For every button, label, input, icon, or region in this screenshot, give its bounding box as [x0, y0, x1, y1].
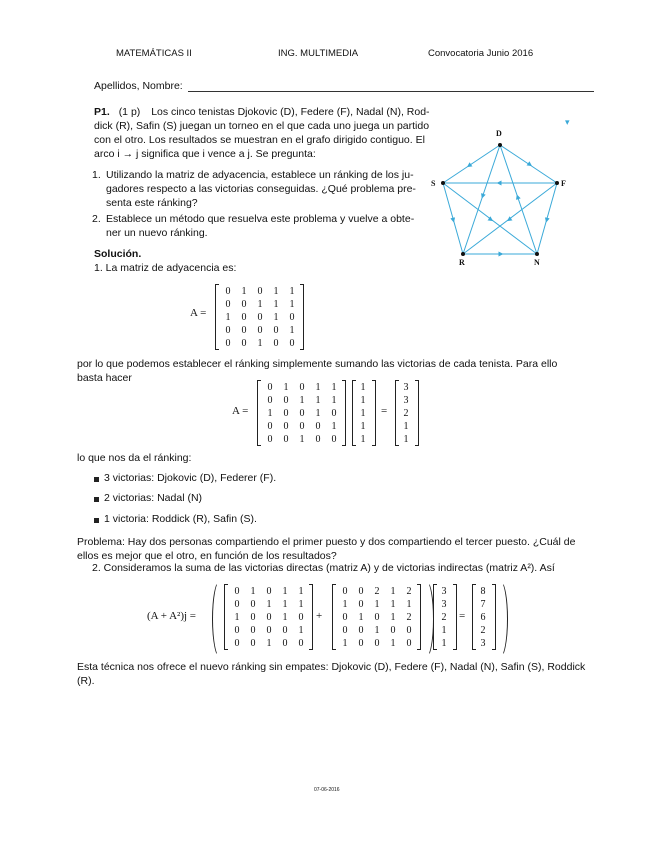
bullet-icon — [94, 497, 99, 502]
vector-j-cell: 1 — [441, 625, 447, 636]
matrix-a-sum-cell: 0 — [234, 638, 240, 649]
matrix-a-cell: 0 — [225, 286, 231, 297]
matrix-a-sum-cell: 0 — [266, 625, 272, 636]
problem-line-2: con el otro. Los resultados se muestran en el grafo dirigido contiguo. El — [94, 134, 425, 146]
matrix-a-squared — [337, 585, 417, 650]
matrix-a-sum-cell: 0 — [250, 625, 256, 636]
vector-j — [437, 585, 451, 650]
vector-result-1-cell: 2 — [403, 408, 409, 419]
matrix-a-cell: 1 — [289, 325, 295, 336]
vector-result-1-cell: 1 — [403, 434, 409, 445]
matrix-a-repeat-cell: 0 — [299, 408, 305, 419]
edge-s-n — [443, 183, 537, 254]
matrix-a-squared-cell: 1 — [374, 625, 380, 636]
problem-line-1: dick (R), Safin (S) juegan un torneo en el que cada uno juega un partido — [94, 120, 430, 132]
ranking-item-3: 1 victoria: Roddick (R), Safin (S). — [104, 513, 257, 525]
matrix-a-cell: 1 — [225, 312, 231, 323]
matrix-a-repeat-cell: 1 — [331, 382, 337, 393]
problem-line-3: arco i → j significa que i vence a j. Se pregunta: — [94, 148, 316, 160]
vector-ones-cell: 1 — [360, 382, 366, 393]
matrix-a-squared-cell: 0 — [342, 625, 348, 636]
conclusion-line-1: (R). — [77, 675, 95, 687]
matrix-a-squared-cell: 1 — [342, 638, 348, 649]
problem-number: P1. — [94, 106, 110, 118]
plus-sign: + — [316, 610, 323, 622]
a2-bracket-left — [332, 584, 336, 650]
matrix-a-sum-cell: 1 — [298, 625, 304, 636]
node-d-dot — [498, 143, 502, 147]
matrix-a-repeat-cell: 0 — [283, 395, 289, 406]
matrix-a-cell: 0 — [225, 299, 231, 310]
matrix-a-cell: 0 — [241, 325, 247, 336]
paragraph-1-line-0: por lo que podemos establecer el ránking simplemente sumando las victorias de cada tenista. Para ello — [77, 358, 558, 370]
matrix-a-sum-cell: 0 — [282, 638, 288, 649]
vector-result-1-cell: 3 — [403, 395, 409, 406]
matrix-a-cell: 1 — [257, 338, 263, 349]
name-label: Apellidos, Nombre: — [94, 80, 183, 92]
item-1-line-2: senta este ránking? — [106, 197, 198, 209]
vector-ones — [356, 381, 370, 446]
matrix-a-sum-cell: 1 — [282, 599, 288, 610]
edge-d-s-arrow — [469, 165, 470, 166]
vector-result-2-cell: 2 — [480, 625, 486, 636]
matrix-a-repeat-cell: 1 — [299, 434, 305, 445]
bullet-icon — [94, 518, 99, 523]
header-exam: Convocatoria Junio 2016 — [428, 48, 534, 59]
matrix-a-repeat-cell: 0 — [267, 434, 273, 445]
matrix-a-repeat-cell: 1 — [331, 421, 337, 432]
matrix-a2-bracket-right — [342, 380, 346, 446]
solution-step-2: 2. Consideramos la suma de las victorias directas (matriz A) y de victorias indirectas (matriz A²). Así — [92, 562, 555, 574]
matrix-a-sum-cell: 0 — [266, 612, 272, 623]
matrix-a-sum-cell: 1 — [266, 638, 272, 649]
problem-remark — [77, 535, 575, 563]
matrix-a-squared-cell: 0 — [406, 625, 412, 636]
matrix-a-repeat-cell: 1 — [267, 408, 273, 419]
paren-outer-right — [492, 580, 508, 658]
matrix-a-cell: 1 — [241, 286, 247, 297]
matrix-a-repeat-cell: 0 — [267, 421, 273, 432]
edge-d-f-arrow — [529, 164, 530, 165]
matrix-a-squared-cell: 1 — [390, 638, 396, 649]
matrix-a-squared-cell: 0 — [358, 599, 364, 610]
matrix-a-cell: 1 — [289, 299, 295, 310]
matrix-a-cell: 1 — [273, 312, 279, 323]
matrix-a-repeat-cell: 1 — [315, 395, 321, 406]
sum-a-bracket-left — [224, 584, 228, 650]
matrix-a-squared-cell: 1 — [358, 612, 364, 623]
matrix-a-bracket-left — [215, 284, 219, 350]
edge-s-r — [443, 183, 463, 254]
node-s-dot — [441, 181, 445, 185]
matrix-a-cell: 0 — [241, 299, 247, 310]
vector-j-cell: 3 — [441, 599, 447, 610]
tournament-graph — [425, 115, 585, 270]
matrix-a-repeat-cell: 0 — [283, 434, 289, 445]
vector-result1-bracket-right — [415, 380, 419, 446]
matrix-a-repeat-cell: 0 — [331, 434, 337, 445]
matrix-a-squared-cell: 0 — [358, 638, 364, 649]
matrix-a-sum-cell: 0 — [234, 586, 240, 597]
vector-ones-cell: 1 — [360, 408, 366, 419]
matrix-a-sum-cell: 0 — [234, 599, 240, 610]
sum-a-bracket-right — [309, 584, 313, 650]
matrix-a-sum-cell: 1 — [298, 586, 304, 597]
matrix-a-repeat-cell: 1 — [315, 382, 321, 393]
matrix-a-cell: 0 — [257, 312, 263, 323]
matrix-a-squared-cell: 0 — [358, 625, 364, 636]
matrix-a-squared-cell: 0 — [374, 638, 380, 649]
vector-ones-cell: 1 — [360, 421, 366, 432]
matrix-a-cell: 1 — [273, 286, 279, 297]
matrix-a-repeat-cell: 0 — [299, 421, 305, 432]
matrix-a-squared-cell: 2 — [406, 612, 412, 623]
matrix-a-squared-cell: 2 — [374, 586, 380, 597]
matrix-a-repeat-cell: 0 — [283, 408, 289, 419]
header-degree: ING. MULTIMEDIA — [278, 48, 359, 59]
matrix-a-repeat-cell: 0 — [331, 408, 337, 419]
header-subject: MATEMÁTICAS II — [116, 48, 192, 59]
matrix-a-repeat-cell: 1 — [315, 408, 321, 419]
ranking-item-2: 2 victorias: Nadal (N) — [104, 492, 203, 504]
bullet-icon — [94, 477, 99, 482]
matrix-a-repeat-cell: 0 — [267, 382, 273, 393]
matrix-a-repeat-cell: 0 — [315, 434, 321, 445]
edge-d-f — [500, 145, 557, 183]
matrix-a-sum-cell: 0 — [266, 586, 272, 597]
matrix-a-sum-cell: 0 — [298, 612, 304, 623]
matrix-a-cell: 0 — [289, 338, 295, 349]
name-line — [188, 91, 594, 92]
graph-corner-marker-icon: ▾ — [565, 117, 570, 127]
matrix-a-label: A = — [190, 307, 207, 319]
matrix-a-sum-cell: 1 — [282, 586, 288, 597]
matrix-a-cell: 1 — [289, 286, 295, 297]
matrix-a-sum — [229, 585, 309, 650]
matrix-a-cell: 1 — [257, 299, 263, 310]
matrix-a-cell: 0 — [257, 286, 263, 297]
item-1-line-1: gadores respecto a las victorias conseguidas. ¿Qué problema pre- — [106, 183, 416, 195]
vector-ones-cell: 1 — [360, 434, 366, 445]
matrix-a-cell: 1 — [273, 299, 279, 310]
item-1-num: 1. — [92, 169, 101, 181]
matrix-a-squared-cell: 0 — [390, 625, 396, 636]
vector-j-bracket-right — [453, 584, 457, 650]
matrix-a-squared-cell: 1 — [390, 612, 396, 623]
equals-sign-1: = — [381, 405, 388, 417]
matrix-a-cell: 0 — [241, 338, 247, 349]
conclusion-line-0: Esta técnica nos ofrece el nuevo ránking sin empates: Djokovic (D), Federe (F), Nadal (N), Safin (S), Roddick — [77, 661, 586, 673]
matrix-a — [220, 285, 300, 350]
matrix-a-repeat-cell: 0 — [283, 421, 289, 432]
node-label-s: S — [431, 179, 436, 188]
node-r-dot — [461, 252, 465, 256]
node-n-dot — [535, 252, 539, 256]
edge-s-n-arrow — [490, 219, 491, 220]
equals-sign-2: = — [459, 610, 466, 622]
vector-j-cell: 2 — [441, 612, 447, 623]
node-label-d: D — [496, 129, 502, 138]
vector-result-2-cell: 6 — [480, 612, 486, 623]
matrix-a-sum-cell: 0 — [234, 625, 240, 636]
matrix-a-cell: 0 — [257, 325, 263, 336]
ranking-item-1: 3 victorias: Djokovic (D), Federer (F). — [104, 472, 277, 484]
matrix-a-bracket-right — [300, 284, 304, 350]
matrix-a2-bracket-left — [257, 380, 261, 446]
matrix-a-squared-cell: 1 — [342, 599, 348, 610]
item-2-line-1: ner un nuevo ránking. — [106, 227, 208, 239]
solution-step-1: 1. La matriz de adyacencia es: — [94, 262, 237, 274]
vector-ones-bracket-right — [372, 380, 376, 446]
vector-j-cell: 1 — [441, 638, 447, 649]
matrix-a-cell: 0 — [289, 312, 295, 323]
vector-result-2-cell: 7 — [480, 599, 486, 610]
edge-n-d — [500, 145, 537, 254]
vector-result-2 — [476, 585, 490, 650]
vector-result-2-cell: 8 — [480, 586, 486, 597]
matrix-a-repeat-cell: 1 — [283, 382, 289, 393]
edge-f-r — [463, 183, 557, 254]
matrix-a-sum-cell: 1 — [234, 612, 240, 623]
solution-title: Solución. — [94, 248, 142, 260]
matrix-a-sum-cell: 1 — [266, 599, 272, 610]
matrix-a-label-2: A = — [232, 405, 249, 417]
vector-result-1 — [399, 381, 413, 446]
matrix-a-cell: 0 — [225, 325, 231, 336]
problem-statement — [94, 105, 430, 161]
problem-points: (1 p) — [118, 106, 141, 118]
item-1 — [92, 168, 416, 210]
problem-remark-line-1: ellos es mejor que el otro, en función de los resultados? — [77, 550, 337, 562]
matrix-a-squared-cell: 1 — [374, 599, 380, 610]
edge-d-r — [463, 145, 500, 254]
matrix-a-squared-cell: 0 — [374, 612, 380, 623]
matrix-a-cell: 0 — [273, 338, 279, 349]
matrix-a-sum-cell: 0 — [282, 625, 288, 636]
paren-right — [418, 580, 434, 658]
matrix-a-sum-cell: 0 — [250, 599, 256, 610]
matrix-a-squared-cell: 1 — [390, 586, 396, 597]
item-2-line-0: Establece un método que resuelva este problema y vuelve a obte- — [106, 213, 415, 225]
problem-remark-line-0: Problema: Hay dos personas compartiendo el primer puesto y dos compartiendo el tercer puesto. ¿Cuál de — [77, 536, 576, 548]
item-1-line-0: Utilizando la matriz de adyacencia, establece un ránking de los ju- — [106, 169, 414, 181]
vector-result-1-cell: 3 — [403, 382, 409, 393]
matrix-a-squared-cell: 1 — [406, 599, 412, 610]
paragraph-2: lo que nos da el ránking: — [77, 452, 192, 464]
matrix-a-squared-cell: 0 — [406, 638, 412, 649]
edge-f-r-arrow — [509, 219, 510, 220]
edge-d-s — [443, 145, 500, 183]
matrix-a-cell: 0 — [241, 312, 247, 323]
vector-ones-cell: 1 — [360, 395, 366, 406]
matrix-a-sum-cell: 0 — [250, 612, 256, 623]
vector-result-1-cell: 1 — [403, 421, 409, 432]
matrix-a-squared-cell: 2 — [406, 586, 412, 597]
matrix-a-sum-cell: 1 — [298, 599, 304, 610]
sum-label: (A + A²)j = — [147, 610, 197, 622]
conclusion — [77, 660, 585, 688]
item-2 — [92, 212, 414, 240]
matrix-a-squared-cell: 0 — [342, 612, 348, 623]
edge-f-n — [537, 183, 557, 254]
node-f-dot — [555, 181, 559, 185]
matrix-a-repeat-cell: 0 — [267, 395, 273, 406]
matrix-a-cell: 0 — [225, 338, 231, 349]
vector-j-cell: 3 — [441, 586, 447, 597]
matrix-a-sum-cell: 1 — [250, 586, 256, 597]
matrix-a-repeat — [262, 381, 342, 446]
matrix-a-sum-cell: 0 — [298, 638, 304, 649]
matrix-a-repeat-cell: 1 — [331, 395, 337, 406]
matrix-a-squared-cell: 0 — [342, 586, 348, 597]
footer-date: 07-06-2016 — [314, 787, 340, 793]
matrix-a-squared-cell: 0 — [358, 586, 364, 597]
node-label-n: N — [534, 258, 540, 267]
matrix-a-squared-cell: 1 — [390, 599, 396, 610]
matrix-a-cell: 0 — [273, 325, 279, 336]
paragraph-1-line-1: basta hacer — [77, 372, 132, 384]
graph-edges — [443, 145, 557, 254]
problem-line-0: Los cinco tenistas Djokovic (D), Federe (F), Nadal (N), Rod- — [151, 106, 430, 118]
matrix-a-repeat-cell: 1 — [299, 395, 305, 406]
item-2-num: 2. — [92, 213, 101, 225]
matrix-a-repeat-cell: 0 — [299, 382, 305, 393]
matrix-a-sum-cell: 1 — [282, 612, 288, 623]
matrix-a-repeat-cell: 0 — [315, 421, 321, 432]
node-label-r: R — [459, 258, 465, 267]
node-label-f: F — [561, 179, 566, 188]
matrix-a-sum-cell: 0 — [250, 638, 256, 649]
vector-result-2-cell: 3 — [480, 638, 486, 649]
